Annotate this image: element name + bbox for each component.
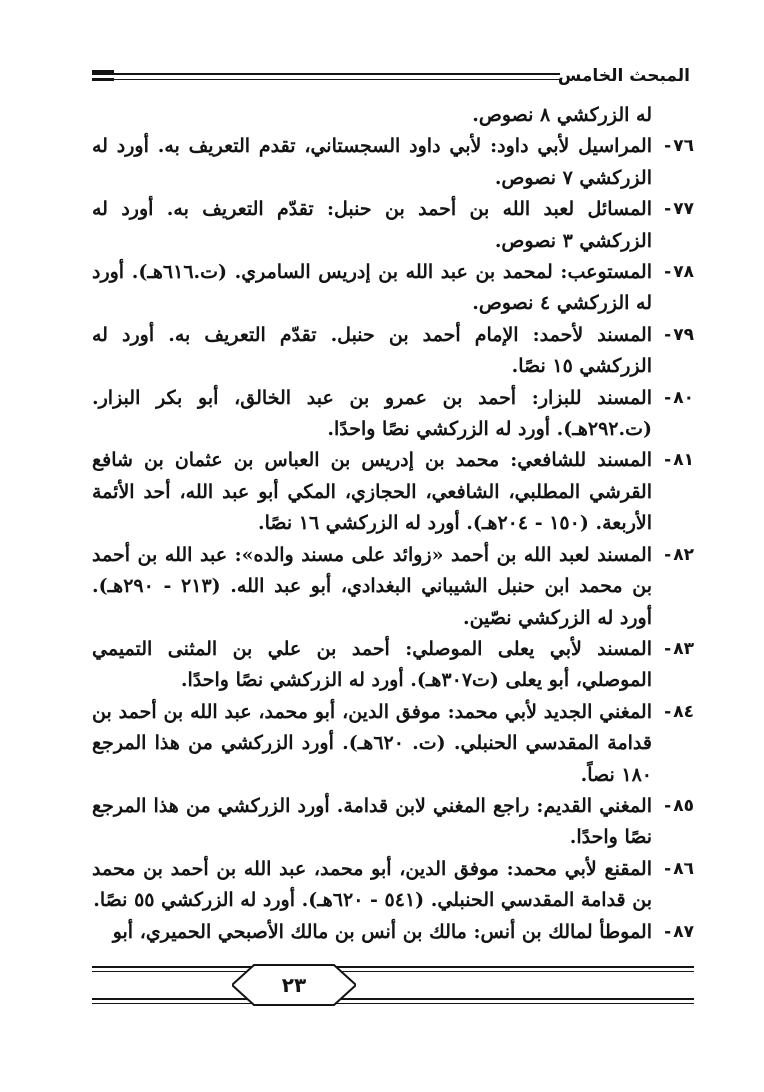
entry-dash: - — [664, 638, 672, 659]
entry-text: المغني الجديد لأبي محمد: موفق الدين، أبو محمد، عبد الله بن أحمد بن قدامة المقدسي الحنبلي. (ت. ٦٢٠هـ). أورد الزركشي من هذا المرجع ١٨٠ نصاً. — [92, 700, 652, 786]
entry-number-cell — [652, 257, 694, 288]
footer-rule-top — [92, 966, 694, 968]
entry-number-cell — [652, 445, 694, 476]
list-item — [92, 383, 694, 446]
page-body — [92, 100, 694, 948]
entry-number-cell — [652, 320, 694, 351]
header-double-bar — [92, 70, 114, 81]
continued-line: له الزركشي ٨ نصوص. — [472, 104, 652, 126]
entry-text: المراسيل لأبي داود: لأبي داود السجستاني، تقدم التعريف به. أورد له الزركشي ٧ نصوص. — [92, 135, 652, 189]
entry-text: المسائل لعبد الله بن أحمد بن حنبل: تقدّم التعريف به. أورد له الزركشي ٣ نصوص. — [92, 198, 652, 252]
entry-number-cell — [652, 854, 694, 885]
list-item — [92, 320, 694, 383]
entry-number-cell — [652, 791, 694, 822]
entry-list — [92, 131, 694, 948]
list-item — [92, 697, 694, 791]
entry-text: المسند لأحمد: الإمام أحمد بن حنبل. تقدّم التعريف به. أورد له الزركشي ١٥ نصًا. — [92, 323, 652, 378]
entry-dash: - — [664, 701, 672, 722]
list-item — [92, 540, 694, 634]
entry-text: المستوعب: لمحمد بن عبد الله بن إدريس السامري. (ت.٦١٦هـ). أورد له الزركشي ٤ نصوص. — [92, 261, 652, 315]
entry-text: المسند للبزار: أحمد بن عمرو بن عبد الخالق، أبو بكر البزار. (ت.٢٩٢هـ). أورد له الزركشي نصًا واحدًا. — [92, 386, 652, 441]
footer-rule-top-thin — [92, 971, 694, 972]
entry-number: ٨٠ — [673, 387, 694, 408]
footer-rule-bottom — [92, 998, 694, 1000]
entry-dash: - — [664, 544, 672, 565]
list-item — [92, 854, 694, 917]
entry-number: ٨٥ — [673, 795, 694, 816]
list-item — [92, 791, 694, 854]
entry-dash: - — [664, 858, 672, 879]
entry-dash: - — [664, 136, 672, 157]
entry-number: ٨٢ — [673, 544, 694, 565]
entry-text: المسند لعبد الله بن أحمد «زوائد على مسند والده»: عبد الله بن أحمد بن محمد ابن حنبل الشيباني البغدادي، أبو عبد الله. (٢١٣ - ٢٩٠هـ). أورد له الزركشي نصّين. — [92, 543, 652, 629]
running-header — [92, 64, 690, 90]
entry-number-cell — [652, 634, 694, 665]
entry-dash: - — [664, 450, 672, 471]
entry-text: المسند للشافعي: محمد بن إدريس بن العباس بن عثمان بن شافع القرشي المطلبي، الشافعي، الحجازي، المكي أبو عبد الله، أحد الأئمة الأربعة. (١٥٠ - ٢٠٤هـ). أورد له الزركشي ١٦ نصًا. — [92, 449, 652, 535]
entry-number: ٧٦ — [673, 136, 694, 157]
list-item — [92, 445, 694, 539]
list-item — [92, 257, 694, 320]
entry-text: المغني القديم: راجع المغني لابن قدامة. أورد الزركشي من هذا المرجع نصًا واحدًا. — [92, 794, 652, 849]
list-item — [92, 131, 694, 194]
entry-number-cell — [652, 540, 694, 571]
entry-number-cell — [652, 194, 694, 225]
entry-number: ٨٣ — [673, 638, 694, 659]
entry-number: ٨٧ — [673, 921, 694, 942]
entry-number: ٨٤ — [673, 701, 694, 722]
entry-number-cell — [652, 131, 694, 162]
entry-number: ٧٨ — [673, 262, 694, 283]
list-item — [92, 194, 694, 257]
entry-number-cell — [652, 383, 694, 414]
entry-dash: - — [664, 324, 672, 345]
page-footer — [92, 960, 694, 1020]
entry-number: ٨١ — [673, 450, 694, 471]
entry-text: الموطأ لمالك بن أنس: مالك بن أنس بن مالك الأصبحي الحميري، أبو — [112, 920, 652, 943]
list-item — [92, 634, 694, 697]
entry-number-cell — [652, 697, 694, 728]
entry-dash: - — [664, 262, 672, 283]
entry-number: ٧٧ — [673, 199, 694, 220]
chapter-title: المبحث الخامس — [557, 66, 690, 86]
list-item — [92, 917, 694, 948]
footer-rule-bottom-thin — [92, 1003, 694, 1004]
entry-number: ٧٩ — [673, 324, 694, 345]
entry-number: ٨٦ — [673, 858, 694, 879]
entry-dash: - — [664, 387, 672, 408]
entry-dash: - — [664, 795, 672, 816]
entry-dash: - — [664, 199, 672, 220]
header-rule — [92, 73, 560, 80]
entry-dash: - — [664, 921, 672, 942]
entry-text: المقنع لأبي محمد: موفق الدين، أبو محمد، عبد الله بن أحمد بن محمد بن قدامة المقدسي الحنبلي. (٥٤١ - ٦٢٠هـ). أورد له الزركشي ٥٥ نصًا. — [92, 857, 652, 912]
entry-text: المسند لأبي يعلى الموصلي: أحمد بن علي بن المثنى التميمي الموصلي، أبو يعلى (ت٣٠٧هـ). أورد له الزركشي نصًا واحدًا. — [92, 637, 652, 692]
entry-number-cell — [652, 917, 694, 948]
page-number: ٢٣ — [281, 973, 307, 997]
